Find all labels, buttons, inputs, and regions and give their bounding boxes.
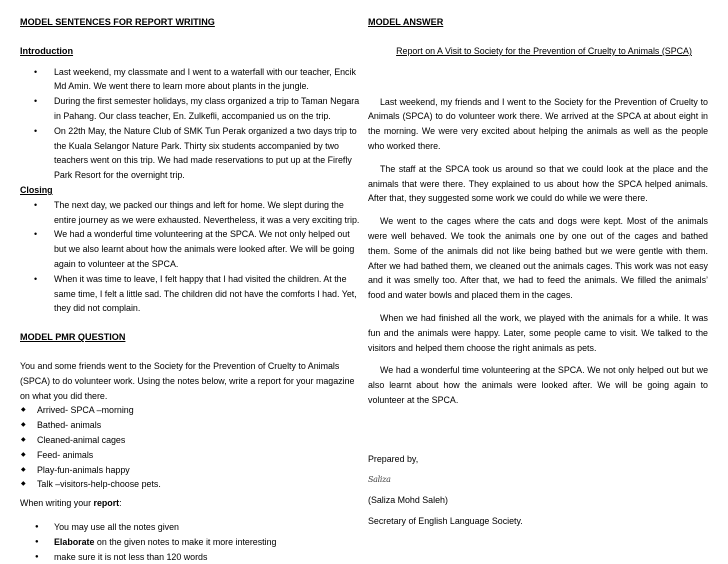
paragraph: The staff at the SPCA took us around so that we could look at the place and the animals that were there. They explained to us about how the SPCA helped animals. After that, they suggested some work we could do while we were there. <box>368 162 708 206</box>
list-item: • On 22th May, the Nature Club of SMK Tun Perak organized a two days trip to the Kuala Selangor Nature Park. Thirty six students accompanied by two teachers went on this trip. We had made reservations to put up at the Firefly Park Resort for the overnight trip. <box>20 124 360 183</box>
list-item <box>20 520 360 535</box>
notes-list <box>20 403 360 492</box>
introduction-list <box>20 65 360 183</box>
closing-list <box>20 198 360 316</box>
when-writing-line <box>20 496 360 511</box>
right-column <box>368 15 708 529</box>
when-writing-suffix: : <box>119 498 121 508</box>
tip-bold: Elaborate <box>54 537 94 547</box>
list-item <box>20 550 360 564</box>
question-text: You and some friends went to the Society for the Prevention of Cruelty to Animals (SPCA) to do volunteer work. Using the notes below, write a report for your magazine on what you did there. <box>20 359 360 403</box>
tip-text: on the given notes to make it more interesting <box>94 537 276 547</box>
closing-label: Closing <box>20 183 360 198</box>
list-item: • The next day, we packed our things and left for home. We slept during the entire journey as we were exhausted. Nevertheless, it was a very exciting trip. <box>20 198 360 228</box>
list-item: ◆ Talk –visitors-help-choose pets. <box>20 477 360 492</box>
model-sentences-heading: MODEL SENTENCES FOR REPORT WRITING <box>20 15 360 30</box>
left-column <box>20 15 360 564</box>
paragraph: We went to the cages where the cats and dogs were kept. Most of the animals were well behaved. We took the animals one by one out of the cages and bathed them. Some of the animals did not like being bathed but we were gentle with them. After we had bathed them, we cleaned out the animals cages. This work was not easy and it was smelly too. After that, we had to feed the animals. We filled the animals’ food and water bowls and placed them in the cages. <box>368 214 708 303</box>
list-item: • Last weekend, my classmate and I went to a waterfall with our teacher, Encik Md Amin. We went there to learn more about plants in the jungle. <box>20 65 360 95</box>
report-title: Report on A Visit to Society for the Prevention of Cruelty to Animals (SPCA) <box>368 44 708 59</box>
author-name: (Saliza Mohd Saleh) <box>368 493 708 508</box>
when-writing-prefix: When writing your <box>20 498 94 508</box>
tip-text: make sure it is not less than 120 words <box>54 552 207 562</box>
tip-text: You may use all the notes given <box>54 522 179 532</box>
tips-list <box>20 520 360 564</box>
list-item: • We had a wonderful time volunteering at the SPCA. We not only helped out but we also learnt about how the animals were looked after. We will be going again to volunteer at the SPCA. <box>20 227 360 271</box>
prepared-by: Prepared by, <box>368 452 708 467</box>
paragraph: When we had finished all the work, we played with the animals for a while. It was fun and the animals were happy. Later, some people came to visit. We talked to the visitors and helped them choose the right animals as pets. <box>368 311 708 355</box>
pmr-question-heading: MODEL PMR QUESTION <box>20 330 360 345</box>
list-item: ◆ Cleaned-animal cages <box>20 433 360 448</box>
list-item <box>20 535 360 550</box>
when-writing-bold: report <box>94 498 120 508</box>
signature: Saliza <box>368 473 708 488</box>
list-item: • When it was time to leave, I felt happy that I had visited the children. At the same time, I felt a little sad. The children did not have the comforts I had. Yet, they did not complain. <box>20 272 360 316</box>
introduction-label: Introduction <box>20 44 360 59</box>
list-item: ◆ Arrived- SPCA –morning <box>20 403 360 418</box>
list-item: ◆ Bathed- animals <box>20 418 360 433</box>
paragraph: Last weekend, my friends and I went to the Society for the Prevention of Cruelty to Animals (SPCA) to do volunteer work there. We arrived at the SPCA at about eight in the morning. We were very excited about helping the animals as well as the people who worked there. <box>368 95 708 154</box>
author-position: Secretary of English Language Society. <box>368 514 708 529</box>
model-answer-heading: MODEL ANSWER <box>368 15 708 30</box>
list-item: • During the first semester holidays, my class organized a trip to Taman Negara in Pahang. Our class teacher, En. Zulkefli, accompanied us on the trip. <box>20 94 360 124</box>
list-item: ◆ Feed- animals <box>20 448 360 463</box>
paragraph: We had a wonderful time volunteering at the SPCA. We not only helped out but we also learnt about how the animals were looked after. We will be going again to volunteer at the SPCA. <box>368 363 708 407</box>
list-item: ◆ Play-fun-animals happy <box>20 463 360 478</box>
